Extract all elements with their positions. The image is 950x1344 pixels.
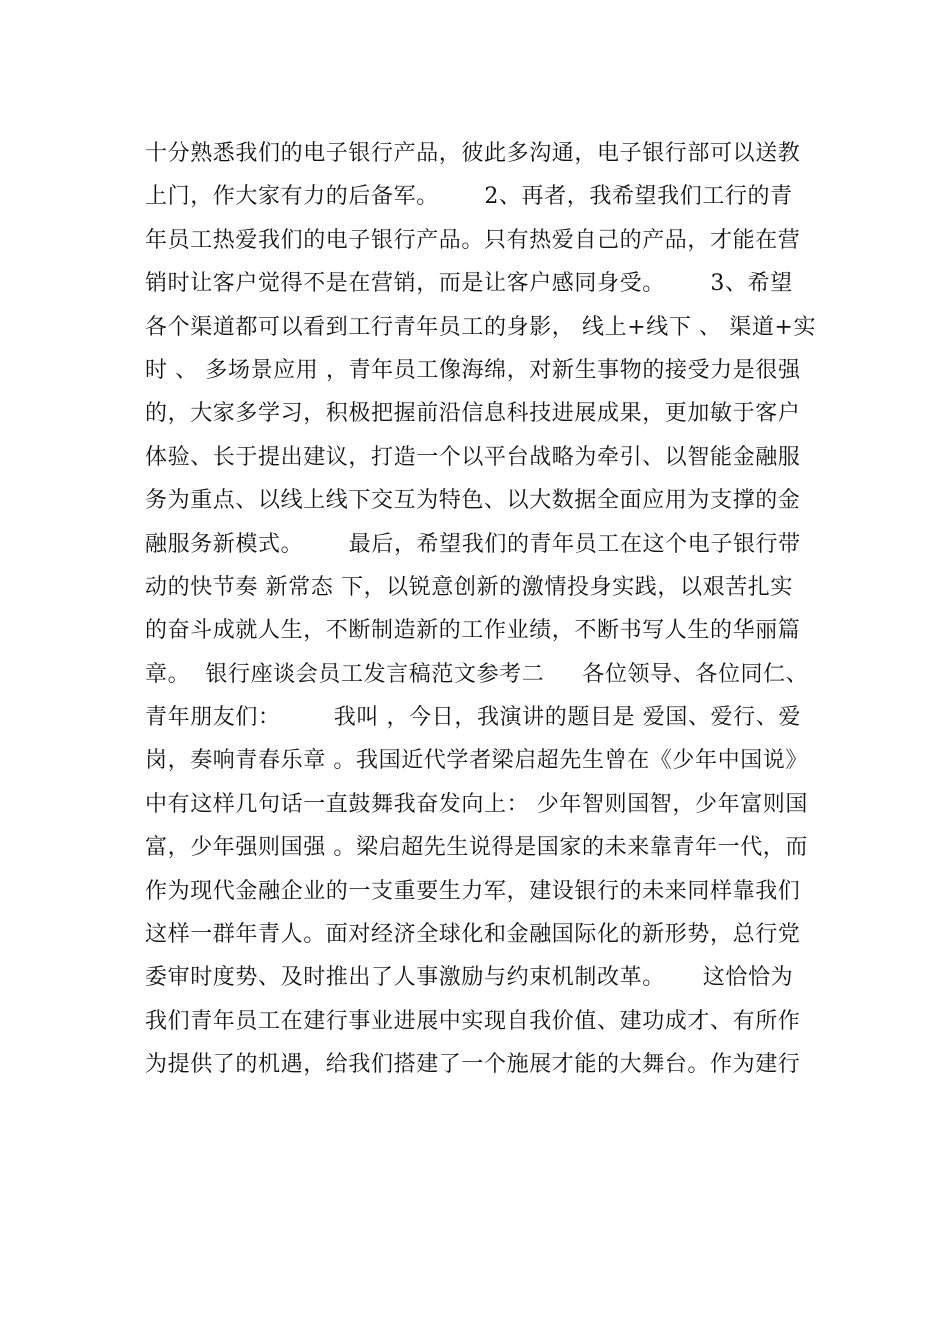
text-line: 岗，奏响青春乐章 。我国近代学者梁启超先生曾在《少年中国说》	[145, 748, 808, 774]
text-line: 动的快节奏 新常态 下，以锐意创新的激情投身实践，以艰苦扎实	[145, 574, 793, 600]
text-line: 融服务新模式。 最后，希望我们的青年员工在这个电子银行带	[145, 531, 801, 557]
text-line: 时 、 多场景应用 ，青年员工像海绵，对新生事物的接受力是很强	[145, 357, 801, 383]
text-line: 这样一群年青人。面对经济全球化和金融国际化的新形势，总行党	[145, 922, 801, 948]
body-text	[145, 132, 845, 1087]
text-line: 十分熟悉我们的电子银行产品，彼此多沟通，电子银行部可以送教	[145, 141, 801, 166]
text-line: 各个渠道都可以看到工行青年员工的身影， 线上+线下 、 渠道+实	[145, 314, 817, 340]
text-line: 我们青年员工在建行事业进展中实现自我价值、建功成才、有所作	[145, 1008, 801, 1034]
text-line: 务为重点、以线上线下交互为特色、以大数据全面应用为支撑的金	[145, 488, 801, 514]
text-line: 上门，作大家有力的后备军。 2、再者，我希望我们工行的青	[145, 184, 793, 210]
text-line: 年员工热爱我们的电子银行产品。只有热爱自己的产品，才能在营	[145, 227, 801, 253]
text-line: 章。 银行座谈会员工发言稿范文参考二 各位领导、各位同仁、	[145, 661, 809, 687]
text-line: 体验、长于提出建议，打造一个以平台战略为牵引、以智能金融服	[145, 444, 801, 470]
text-line: 青年朋友们： 我叫 ，今日，我演讲的题目是 爱国、爱行、爱	[145, 705, 801, 731]
text-line: 的，大家多学习，积极把握前沿信息科技进展成果，更加敏于客户	[145, 401, 801, 427]
text-line: 富，少年强则国强 。梁启超先生说得是国家的未来靠青年一代，而	[145, 835, 808, 861]
text-line: 的奋斗成就人生，不断制造新的工作业绩，不断书写人生的华丽篇	[145, 618, 801, 644]
text-line: 销时让客户觉得不是在营销，而是让客户感同身受。 3、希望	[145, 271, 793, 297]
text-line: 为提供了的机遇，给我们搭建了一个施展才能的大舞台。作为建行	[145, 1052, 801, 1078]
text-line: 作为现代金融企业的一支重要生力军，建设银行的未来同样靠我们	[145, 878, 801, 904]
text-line: 委审时度势、及时推出了人事激励与约束机制改革。 这恰恰为	[145, 965, 794, 991]
text-line: 中有这样几句话一直鼓舞我奋发向上： 少年智则国智，少年富则国	[145, 791, 808, 817]
